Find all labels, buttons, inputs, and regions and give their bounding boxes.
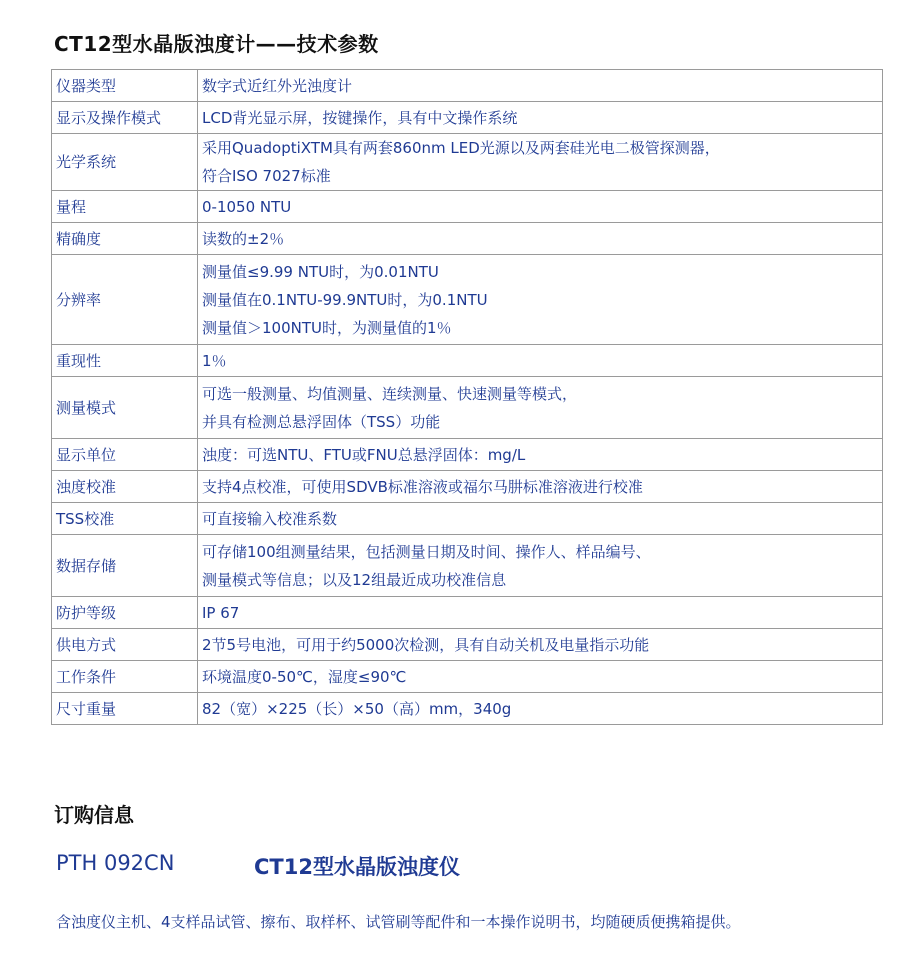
spec-value-line: 0-1050 NTU [202, 197, 292, 216]
spec-value-line: 测量值＞100NTU时，为测量值的1％ [202, 318, 452, 337]
spec-row [52, 191, 883, 223]
spec-row [52, 345, 883, 377]
spec-value-line: 可直接输入校准系数 [202, 509, 338, 528]
spec-label: 浊度校准 [52, 471, 198, 503]
spec-row [52, 255, 883, 345]
spec-row [52, 102, 883, 134]
spec-label: 分辨率 [52, 255, 198, 345]
order-section-title: 订购信息 [54, 803, 134, 827]
spec-row [52, 471, 883, 503]
spec-label: 重现性 [52, 345, 198, 377]
spec-value-line: 数字式近红外光浊度计 [202, 76, 353, 95]
spec-value [198, 471, 883, 503]
spec-value-line: 符合ISO 7027标准 [202, 167, 331, 185]
spec-row [52, 134, 883, 191]
spec-label: 尺寸重量 [52, 693, 198, 725]
spec-value-line: IP 67 [202, 603, 240, 622]
spec-value [198, 70, 883, 102]
spec-value-line: 环境温度0-50℃，湿度≤90℃ [202, 667, 407, 686]
spec-value-line: 82（宽）×225（长）×50（高）mm，340g [202, 699, 512, 718]
spec-label: 供电方式 [52, 629, 198, 661]
spec-value-line: LCD背光显示屏，按键操作，具有中文操作系统 [202, 108, 518, 127]
page-title: CT12型水晶版浊度计——技术参数 [54, 32, 379, 56]
spec-value-line: 测量值在0.1NTU-99.9NTU时，为0.1NTU [202, 290, 488, 309]
spec-label: 量程 [52, 191, 198, 223]
spec-value [198, 629, 883, 661]
spec-value [198, 661, 883, 693]
spec-label: 工作条件 [52, 661, 198, 693]
spec-value-line: 可存储100组测量结果，包括测量日期及时间、操作人、样品编号、 [202, 542, 651, 561]
spec-row [52, 629, 883, 661]
product-name: CT12型水晶版浊度仪 [254, 855, 460, 879]
spec-value-line: 测量值≤9.99 NTU时，为0.01NTU [202, 262, 439, 281]
package-contents: 含浊度仪主机、4支样品试管、擦布、取样杯、试管刷等配件和一本操作说明书，均随硬质便携箱提供。 [56, 913, 741, 931]
spec-label: 仪器类型 [52, 70, 198, 102]
spec-label: 显示及操作模式 [52, 102, 198, 134]
spec-row [52, 693, 883, 725]
spec-row [52, 661, 883, 693]
spec-value-line: 2节5号电池，可用于约5000次检测，具有自动关机及电量指示功能 [202, 635, 650, 654]
spec-value-line: 读数的±2％ [202, 229, 285, 248]
spec-value [198, 377, 883, 439]
spec-label: 防护等级 [52, 597, 198, 629]
spec-table [51, 69, 883, 725]
product-code: PTH 092CN [56, 851, 175, 875]
spec-label: 数据存储 [52, 535, 198, 597]
spec-label: 测量模式 [52, 377, 198, 439]
spec-value [198, 134, 883, 191]
spec-value [198, 597, 883, 629]
spec-label: 精确度 [52, 223, 198, 255]
spec-row [52, 70, 883, 102]
spec-label: 显示单位 [52, 439, 198, 471]
spec-value [198, 223, 883, 255]
spec-value [198, 102, 883, 134]
spec-value-line: 支持4点校准，可使用SDVB标准溶液或福尔马肼标准溶液进行校准 [202, 477, 643, 496]
spec-label: 光学系统 [52, 134, 198, 191]
spec-row [52, 377, 883, 439]
spec-value [198, 191, 883, 223]
spec-row [52, 597, 883, 629]
spec-value-line: 并具有检测总悬浮固体（TSS）功能 [202, 412, 441, 431]
spec-value [198, 535, 883, 597]
spec-row [52, 439, 883, 471]
spec-value-line: 可选一般测量、均值测量、连续测量、快速测量等模式， [202, 384, 578, 403]
spec-value-line: 浊度：可选NTU、FTU或FNU总悬浮固体：mg/L [202, 445, 526, 464]
spec-value-line: 1％ [202, 351, 227, 370]
spec-value [198, 255, 883, 345]
spec-value-line: 测量模式等信息；以及12组最近成功校准信息 [202, 570, 507, 589]
spec-value [198, 693, 883, 725]
spec-label: TSS校准 [52, 503, 198, 535]
spec-row [52, 223, 883, 255]
spec-value [198, 503, 883, 535]
spec-value-line: 采用QuadoptiXTM具有两套860nm LED光源以及两套硅光电二极管探测器， [202, 139, 720, 157]
spec-value [198, 345, 883, 377]
spec-row [52, 535, 883, 597]
spec-row [52, 503, 883, 535]
spec-value [198, 439, 883, 471]
